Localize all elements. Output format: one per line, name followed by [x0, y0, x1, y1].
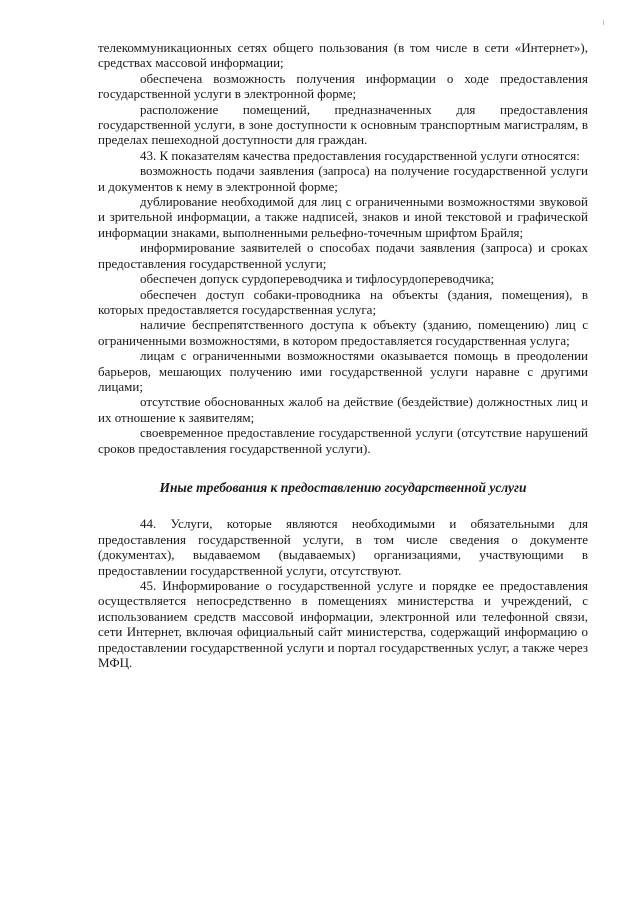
scan-mark: [603, 20, 604, 25]
paragraph: наличие беспрепятственного доступа к объекту (зданию, помещению) лиц с ограниченными возможностями, в котором предоставляется государственная услуга;: [98, 317, 588, 348]
paragraph: обеспечен допуск сурдопереводчика и тифлосурдопереводчика;: [140, 271, 495, 287]
paragraph-43: 43. К показателям качества предоставления государственной услуги относятся:: [140, 147, 580, 163]
paragraph: своевременное предоставление государственной услуги (отсутствие нарушений сроков предоставления государственной услуги).: [98, 425, 588, 456]
section-heading: Иные требования к предоставлению государственной услуги: [159, 479, 527, 495]
paragraph: отсутствие обоснованных жалоб на действие (бездействие) должностных лиц и их отношение к заявителям;: [98, 394, 588, 425]
paragraph: информирование заявителей о способах подачи заявления (запроса) и сроках предоставления государственной услуги;: [98, 240, 588, 271]
paragraph: возможность подачи заявления (запроса) на получение государственной услуги и документов к нему в электронной форме;: [98, 163, 588, 194]
paragraph: телекоммуникационных сетях общего пользования (в том числе в сети «Интернет»), средствах массовой информации;: [98, 40, 588, 71]
paragraph-44: 44. Услуги, которые являются необходимыми и обязательными для предоставления государственной услуги, в том числе сведения о документе (документах), выдаваемом (выдаваемых) организациями, участвующими в предоставлении государственной услуги, отсутствуют.: [98, 516, 588, 578]
paragraph-45: 45. Информирование о государственной услуге и порядке ее предоставления осуществляется непосредственно в помещениях министерства и учреждений, с использованием средств массовой информации, электронной или телефонной связи, сети Интернет, включая официальный сайт министерства, содержащий информацию о предоставлении государственной услуги и портал государственных услуг, а также через МФЦ.: [98, 578, 588, 671]
paragraph: расположение помещений, предназначенных для предоставления государственной услуги, в зоне доступности к основным транспортным магистралям, в пределах пешеходной доступности для граждан.: [98, 101, 588, 148]
paragraph: обеспечена возможность получения информации о ходе предоставления государственной услуги в электронной форме;: [98, 70, 588, 102]
document-body: [98, 40, 588, 670]
paragraph: дублирование необходимой для лиц с ограниченными возможностями звуковой и зрительной информации, а также надписей, знаков и иной текстовой и графической информации знаками, выполненными рельефно-точечным шрифтом Брайля;: [98, 194, 588, 240]
paragraph: лицам с ограниченными возможностями оказывается помощь в преодолении барьеров, мешающих получению ими государственной услуги наравне с другими лицами;: [98, 348, 588, 394]
paragraph: обеспечен доступ собаки-проводника на объекты (здания, помещения), в которых предоставляется государственная услуга;: [98, 286, 588, 317]
